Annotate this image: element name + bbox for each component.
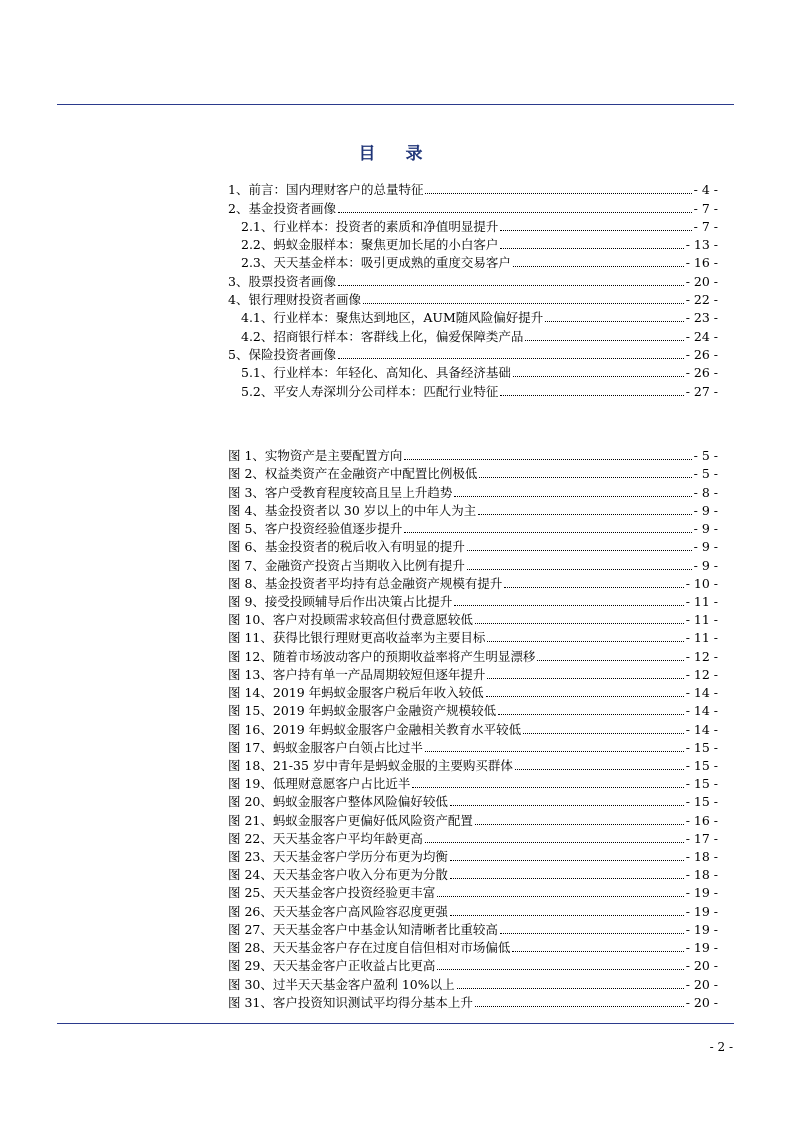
toc-entry-page: - 4 - bbox=[693, 182, 718, 198]
figure-entry-label: 图 27、天天基金客户中基金认知清晰者比重较高 bbox=[228, 921, 498, 937]
figure-entry[interactable] bbox=[228, 901, 718, 919]
dot-leader bbox=[500, 394, 683, 396]
figure-entry[interactable] bbox=[228, 974, 718, 992]
figure-entry[interactable] bbox=[228, 865, 718, 883]
figure-entry[interactable] bbox=[228, 519, 718, 537]
figure-entry-label: 图 31、客户投资知识测试平均得分基本上升 bbox=[228, 994, 473, 1010]
dot-leader bbox=[338, 357, 684, 359]
footer-rule bbox=[57, 1023, 734, 1024]
toc-entry-label: 4.1、行业样本：聚焦达到地区，AUM随风险偏好提升 bbox=[241, 310, 544, 326]
dot-leader bbox=[523, 732, 684, 734]
figure-entry-page: - 10 - bbox=[685, 575, 718, 591]
dot-leader bbox=[338, 211, 692, 213]
figure-entry[interactable] bbox=[228, 847, 718, 865]
dot-leader bbox=[425, 192, 691, 194]
figure-entry[interactable] bbox=[228, 774, 718, 792]
toc-entry-label: 2.1、行业样本：投资者的素质和净值明显提升 bbox=[241, 218, 499, 234]
toc-entry[interactable] bbox=[228, 363, 718, 381]
figure-entry-page: - 9 - bbox=[693, 557, 718, 573]
toc-entry[interactable] bbox=[228, 381, 718, 399]
dot-leader bbox=[454, 604, 683, 606]
figure-entry-page: - 14 - bbox=[685, 685, 718, 701]
figure-entry-label: 图 18、21-35 岁中青年是蚂蚁金服的主要购买群体 bbox=[228, 757, 513, 773]
dot-leader bbox=[537, 659, 683, 661]
dot-leader bbox=[425, 750, 684, 752]
toc-entry[interactable] bbox=[228, 326, 718, 344]
toc-entry[interactable] bbox=[228, 345, 718, 363]
dot-leader bbox=[513, 265, 684, 267]
dot-leader bbox=[450, 859, 684, 861]
figure-entry-page: - 20 - bbox=[685, 958, 718, 974]
toc-entry[interactable] bbox=[228, 235, 718, 253]
toc-entry-page: - 23 - bbox=[685, 310, 718, 326]
figure-entry-page: - 19 - bbox=[685, 903, 718, 919]
toc-entry-page: - 26 - bbox=[685, 365, 718, 381]
figure-entry-label: 图 2、权益类资产在金融资产中配置比例极低 bbox=[228, 466, 478, 482]
figure-entry[interactable] bbox=[228, 464, 718, 482]
toc-entry-label: 5、保险投资者画像 bbox=[228, 346, 336, 362]
figure-entry[interactable] bbox=[228, 683, 718, 701]
figure-entry-label: 图 24、天天基金客户收入分布更为分散 bbox=[228, 867, 448, 883]
figure-entry-label: 图 17、蚂蚁金服客户白领占比过半 bbox=[228, 739, 423, 755]
figure-entry[interactable] bbox=[228, 920, 718, 938]
figure-entry-page: - 14 - bbox=[685, 703, 718, 719]
figure-entry-page: - 9 - bbox=[693, 539, 718, 555]
dot-leader bbox=[504, 586, 683, 588]
toc-entry-page: - 7 - bbox=[693, 200, 718, 216]
toc-entry-page: - 13 - bbox=[685, 237, 718, 253]
figure-entry[interactable] bbox=[228, 446, 718, 464]
toc-entry-page: - 20 - bbox=[685, 273, 718, 289]
figure-entry-label: 图 13、客户持有单一产品周期较短但逐年提升 bbox=[228, 666, 486, 682]
figure-entry[interactable] bbox=[228, 956, 718, 974]
dot-leader bbox=[437, 968, 683, 970]
dot-leader bbox=[545, 320, 683, 322]
toc-entry[interactable] bbox=[228, 271, 718, 289]
dot-leader bbox=[450, 877, 684, 879]
figure-entry-label: 图 14、2019 年蚂蚁金服客户税后年收入较低 bbox=[228, 685, 484, 701]
figure-entry-page: - 15 - bbox=[685, 776, 718, 792]
dot-leader bbox=[487, 677, 683, 679]
dot-leader bbox=[486, 695, 684, 697]
toc-entry[interactable] bbox=[228, 308, 718, 326]
figure-entry[interactable] bbox=[228, 756, 718, 774]
dot-leader bbox=[500, 229, 691, 231]
toc-entry-page: - 22 - bbox=[685, 292, 718, 308]
dot-leader bbox=[500, 247, 683, 249]
figure-entry-page: - 9 - bbox=[693, 521, 718, 537]
dot-leader bbox=[450, 914, 684, 916]
dot-leader bbox=[500, 932, 684, 934]
figure-entry-label: 图 5、客户投资经验值逐步提升 bbox=[228, 521, 403, 537]
figure-entry-label: 图 22、天天基金客户平均年龄更高 bbox=[228, 830, 423, 846]
figure-entry-label: 图 15、2019 年蚂蚁金服客户金融资产规模较低 bbox=[228, 703, 497, 719]
figure-entry[interactable] bbox=[228, 883, 718, 901]
dot-leader bbox=[363, 302, 684, 304]
figure-entry-label: 图 4、基金投资者以 30 岁以上的中年人为主 bbox=[228, 502, 477, 518]
figure-entry-page: - 16 - bbox=[685, 812, 718, 828]
dot-leader bbox=[475, 622, 684, 624]
figure-entry-label: 图 21、蚂蚁金服客户更偏好低风险资产配置 bbox=[228, 812, 473, 828]
figure-entry[interactable] bbox=[228, 829, 718, 847]
dot-leader bbox=[525, 339, 683, 341]
toc-entry[interactable] bbox=[228, 253, 718, 271]
figure-entry[interactable] bbox=[228, 738, 718, 756]
toc-entry-page: - 24 - bbox=[685, 328, 718, 344]
toc-entry-label: 2、基金投资者画像 bbox=[228, 200, 336, 216]
figure-entry-label: 图 19、低理财意愿客户占比近半 bbox=[228, 776, 411, 792]
dot-leader bbox=[412, 786, 683, 788]
figure-entry-label: 图 28、天天基金客户存在过度自信但相对市场偏低 bbox=[228, 940, 511, 956]
figure-entry-label: 图 30、过半天天基金客户盈利 10%以上 bbox=[228, 976, 455, 992]
figure-entry[interactable] bbox=[228, 646, 718, 664]
toc-entry[interactable] bbox=[228, 217, 718, 235]
dot-leader bbox=[404, 458, 691, 460]
toc-entry[interactable] bbox=[228, 290, 718, 308]
figure-entry-label: 图 12、随着市场波动客户的预期收益率将产生明显漂移 bbox=[228, 648, 536, 664]
figure-entry-page: - 20 - bbox=[685, 976, 718, 992]
figure-entry-page: - 19 - bbox=[685, 885, 718, 901]
toc-entry-label: 4.2、招商银行样本：客群线上化，偏爱保障类产品 bbox=[241, 328, 524, 344]
figure-entry-label: 图 23、天天基金客户学历分布更为均衡 bbox=[228, 849, 448, 865]
toc-entry[interactable] bbox=[228, 198, 718, 216]
figure-entry-label: 图 20、蚂蚁金服客户整体风险偏好较低 bbox=[228, 794, 448, 810]
figure-entry[interactable] bbox=[228, 792, 718, 810]
dot-leader bbox=[457, 987, 684, 989]
figure-entry-page: - 20 - bbox=[685, 994, 718, 1010]
dot-leader bbox=[478, 513, 691, 515]
dot-leader bbox=[515, 768, 684, 770]
figure-entry[interactable] bbox=[228, 665, 718, 683]
figure-entry-page: - 15 - bbox=[685, 794, 718, 810]
figure-entry-page: - 19 - bbox=[685, 921, 718, 937]
figure-entry-label: 图 10、客户对投顾需求较高但付费意愿较低 bbox=[228, 612, 473, 628]
dot-leader bbox=[450, 804, 684, 806]
dot-leader bbox=[512, 950, 683, 952]
figure-entry[interactable] bbox=[228, 482, 718, 500]
table-of-contents bbox=[228, 180, 718, 400]
figure-entry[interactable] bbox=[228, 628, 718, 646]
toc-entry-page: - 27 - bbox=[685, 383, 718, 399]
figure-entry-label: 图 3、客户受教育程度较高且呈上升趋势 bbox=[228, 484, 453, 500]
toc-entry-label: 4、银行理财投资者画像 bbox=[228, 292, 361, 308]
figure-entry-page: - 14 - bbox=[685, 721, 718, 737]
dot-leader bbox=[425, 841, 684, 843]
figure-entry-page: - 5 - bbox=[693, 466, 718, 482]
figure-entry-page: - 19 - bbox=[685, 940, 718, 956]
figure-entry-label: 图 8、基金投资者平均持有总金融资产规模有提升 bbox=[228, 575, 503, 591]
figure-entry-page: - 18 - bbox=[685, 867, 718, 883]
dot-leader bbox=[479, 476, 691, 478]
figure-entry-page: - 17 - bbox=[685, 830, 718, 846]
toc-entry[interactable] bbox=[228, 180, 718, 198]
toc-entry-page: - 16 - bbox=[685, 255, 718, 271]
dot-leader bbox=[487, 640, 683, 642]
figure-entry-label: 图 26、天天基金客户高风险容忍度更强 bbox=[228, 903, 448, 919]
figure-entry[interactable] bbox=[228, 993, 718, 1011]
toc-entry-page: - 26 - bbox=[685, 346, 718, 362]
figure-entry[interactable] bbox=[228, 555, 718, 573]
toc-entry-label: 3、股票投资者画像 bbox=[228, 273, 336, 289]
header-rule bbox=[57, 104, 734, 105]
figure-entry[interactable] bbox=[228, 592, 718, 610]
dot-leader bbox=[475, 1005, 684, 1007]
dot-leader bbox=[338, 284, 684, 286]
figure-entry-page: - 12 - bbox=[685, 666, 718, 682]
figure-entry[interactable] bbox=[228, 938, 718, 956]
figure-entry[interactable] bbox=[228, 537, 718, 555]
figure-entry-page: - 11 - bbox=[685, 630, 718, 646]
figure-entry[interactable] bbox=[228, 574, 718, 592]
figure-entry-page: - 12 - bbox=[685, 648, 718, 664]
figure-entry-page: - 5 - bbox=[693, 448, 718, 464]
figure-entry-page: - 9 - bbox=[693, 502, 718, 518]
figure-entry-label: 图 9、接受投顾辅导后作出决策占比提升 bbox=[228, 593, 453, 609]
toc-entry-label: 2.3、天天基金样本：吸引更成熟的重度交易客户 bbox=[241, 255, 511, 271]
figure-entry-page: - 11 - bbox=[685, 612, 718, 628]
dot-leader bbox=[404, 531, 691, 533]
figure-entry-label: 图 1、实物资产是主要配置方向 bbox=[228, 448, 403, 464]
figure-entry[interactable] bbox=[228, 501, 718, 519]
dot-leader bbox=[467, 549, 692, 551]
figure-list bbox=[228, 446, 718, 1011]
figure-entry-page: - 15 - bbox=[685, 757, 718, 773]
toc-entry-page: - 7 - bbox=[693, 218, 718, 234]
page-title: 目 录 bbox=[358, 144, 435, 164]
toc-entry-label: 5.1、行业样本：年轻化、高知化、具备经济基础 bbox=[241, 365, 511, 381]
dot-leader bbox=[467, 568, 692, 570]
figure-entry-label: 图 7、金融资产投资占当期收入比例有提升 bbox=[228, 557, 465, 573]
dot-leader bbox=[475, 823, 684, 825]
page-number: - 2 - bbox=[709, 1040, 733, 1054]
figure-entry[interactable] bbox=[228, 719, 718, 737]
figure-entry-page: - 11 - bbox=[685, 593, 718, 609]
dot-leader bbox=[454, 495, 691, 497]
toc-entry-label: 2.2、蚂蚁金服样本：聚焦更加长尾的小白客户 bbox=[241, 237, 499, 253]
toc-entry-label: 1、前言：国内理财客户的总量特征 bbox=[228, 182, 424, 198]
dot-leader bbox=[437, 895, 683, 897]
figure-entry[interactable] bbox=[228, 810, 718, 828]
figure-entry-label: 图 16、2019 年蚂蚁金服客户金融相关教育水平较低 bbox=[228, 721, 522, 737]
figure-entry-label: 图 6、基金投资者的税后收入有明显的提升 bbox=[228, 539, 465, 555]
figure-entry-label: 图 29、天天基金客户正收益占比更高 bbox=[228, 958, 436, 974]
figure-entry-page: - 8 - bbox=[693, 484, 718, 500]
figure-entry-page: - 18 - bbox=[685, 849, 718, 865]
dot-leader bbox=[498, 713, 684, 715]
figure-entry[interactable] bbox=[228, 610, 718, 628]
figure-entry-label: 图 11、获得比银行理财更高收益率为主要目标 bbox=[228, 630, 486, 646]
dot-leader bbox=[513, 375, 684, 377]
figure-entry-page: - 15 - bbox=[685, 739, 718, 755]
figure-entry[interactable] bbox=[228, 701, 718, 719]
figure-entry-label: 图 25、天天基金客户投资经验更丰富 bbox=[228, 885, 436, 901]
toc-entry-label: 5.2、平安人寿深圳分公司样本：匹配行业特征 bbox=[241, 383, 499, 399]
